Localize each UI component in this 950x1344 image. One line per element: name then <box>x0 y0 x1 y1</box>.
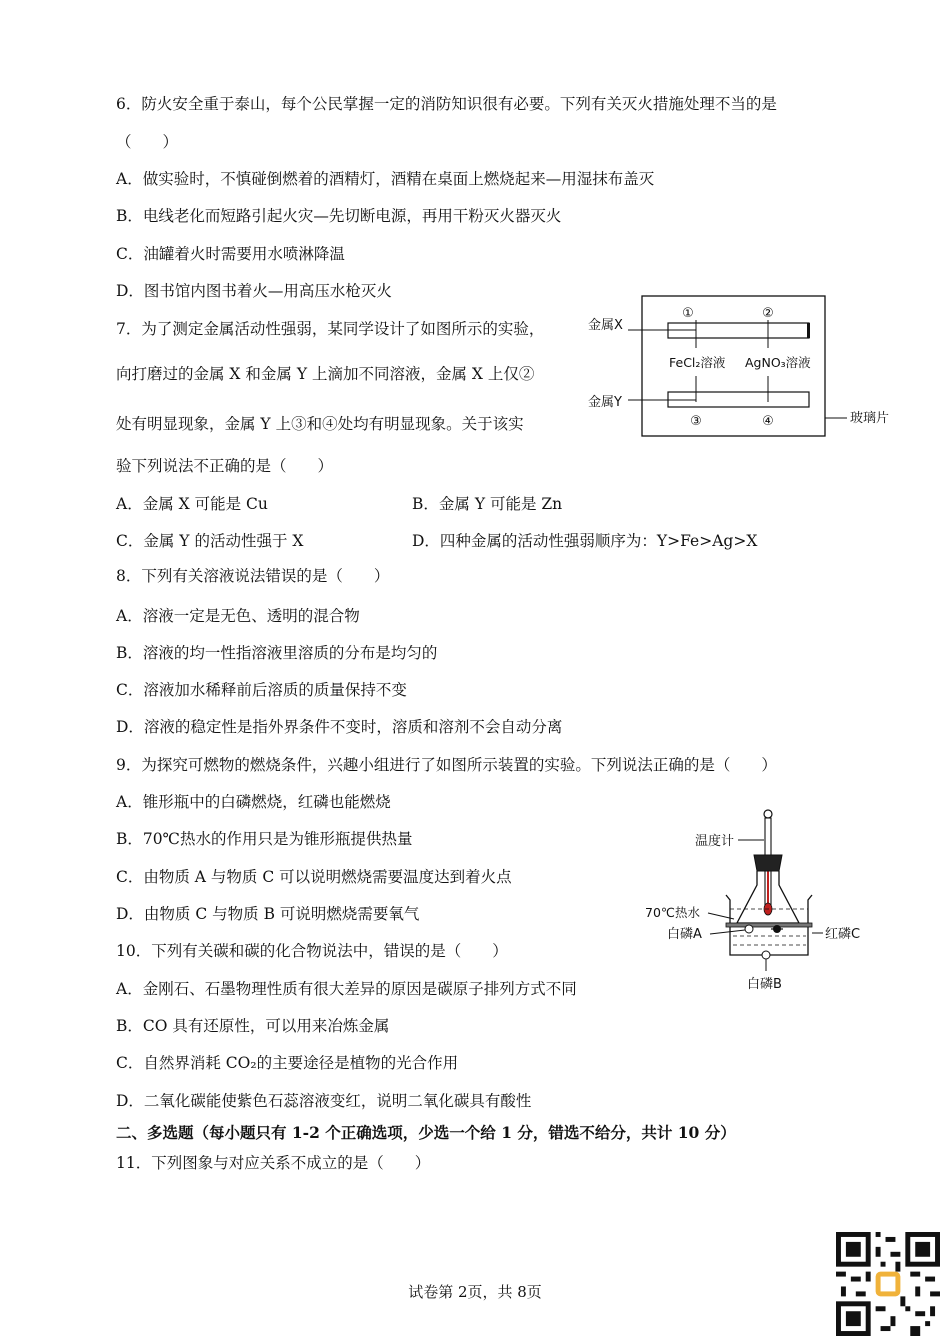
white-phosphorus-a <box>745 925 753 933</box>
q7-option-d: D．四种金属的活动性强弱顺序为：Y>Fe>Ag>X <box>412 532 758 550</box>
hot-water-label: 70℃热水 <box>645 905 700 920</box>
white-phosphorus-a-label: 白磷A <box>667 927 702 942</box>
q8-option-b: B．溶液的均一性指溶液里溶质的分布是均匀的 <box>116 644 438 662</box>
q10-option-a: A．金刚石、石墨物理性质有很大差异的原因是碳原子排列方式不同 <box>116 980 577 998</box>
white-phosphorus-b-label: 白磷B <box>747 977 782 992</box>
q7-stem-line1: 7．为了测定金属活动性强弱，某同学设计了如图所示的实验， <box>116 320 545 338</box>
label-n4: ④ <box>762 414 774 429</box>
thermometer-label: 温度计 <box>695 834 735 849</box>
section-heading: 二、多选题（每小题只有 1-2 个正确选项，少选一个给 1 分，错选不给分，共计 10 分） <box>116 1123 736 1142</box>
fecl2-label: FeCl₂溶液 <box>669 355 726 370</box>
q7-stem-line3: 处有明显现象，金属 Y 上③和④处均有明显现象。关于该实 <box>116 415 524 433</box>
red-phosphorus-c-label: 红磷C <box>825 927 861 942</box>
metal-y-label: 金属Y <box>588 395 622 410</box>
metal-x-label: 金属X <box>588 318 623 333</box>
label-n1: ① <box>682 306 694 321</box>
q9-stem: 9．为探究可燃物的燃烧条件，兴趣小组进行了如图所示装置的实验。下列说法正确的是（ ） <box>116 756 777 774</box>
q8-option-a: A．溶液一定是无色、透明的混合物 <box>116 607 360 625</box>
q8-option-c: C．溶液加水稀释前后溶质的质量保持不变 <box>116 681 407 699</box>
copper-plate <box>726 923 812 927</box>
metal-activity-diagram <box>585 292 895 447</box>
q10-option-c: C．自然界消耗 CO₂的主要途径是植物的光合作用 <box>116 1054 459 1072</box>
page-footer: 试卷第 2页，共 8页 <box>408 1283 542 1301</box>
q6-option-c: C．油罐着火时需要用水喷淋降温 <box>116 245 345 263</box>
q7-option-a: A．金属 X 可能是 Cu <box>116 495 268 513</box>
q8-option-d: D．溶液的稳定性是指外界条件不变时，溶质和溶剂不会自动分离 <box>116 718 563 736</box>
q7-stem-line4: 验下列说法不正确的是（ ） <box>116 457 334 475</box>
q10-option-b: B．CO 具有还原性，可以用来冶炼金属 <box>116 1017 390 1035</box>
q11-stem: 11．下列图象与对应关系不成立的是（ ） <box>116 1154 431 1172</box>
q9-option-a: A．锥形瓶中的白磷燃烧，红磷也能燃烧 <box>116 793 391 811</box>
label-n2: ② <box>762 306 774 321</box>
q6-option-b: B．电线老化而短路引起火灾—先切断电源，再用干粉灭火器灭火 <box>116 207 562 225</box>
q6-stem: 6．防火安全重于泰山，每个公民掌握一定的消防知识很有必要。下列有关灭火措施处理不当的是 <box>116 95 777 113</box>
q10-stem: 10．下列有关碳和碳的化合物说法中，错误的是（ ） <box>116 942 508 960</box>
q6-option-a: A．做实验时，不慎碰倒燃着的酒精灯，酒精在桌面上燃烧起来—用湿抹布盖灭 <box>116 170 655 188</box>
white-phosphorus-b <box>762 951 770 959</box>
q6-option-d: D．图书馆内图书着火—用高压水枪灭火 <box>116 282 392 300</box>
q9-option-d: D．由物质 C 与物质 B 可说明燃烧需要氧气 <box>116 905 420 923</box>
combustion-apparatus-diagram <box>640 805 880 1000</box>
q7-stem-line2: 向打磨过的金属 X 和金属 Y 上滴加不同溶液，金属 X 上仅② <box>116 365 535 383</box>
q9-option-c: C．由物质 A 与物质 C 可以说明燃烧需要温度达到着火点 <box>116 868 512 886</box>
q6-blank: （ ） <box>116 133 179 151</box>
glass-label: 玻璃片 <box>850 411 890 426</box>
agno3-label: AgNO₃溶液 <box>745 355 811 370</box>
q9-option-b: B．70℃热水的作用只是为锥形瓶提供热量 <box>116 830 413 848</box>
q7-option-b: B．金属 Y 可能是 Zn <box>412 495 563 513</box>
label-n3: ③ <box>690 414 702 429</box>
q8-stem: 8．下列有关溶液说法错误的是（ ） <box>116 567 390 585</box>
q10-option-d: D．二氧化碳能使紫色石蕊溶液变红，说明二氧化碳具有酸性 <box>116 1092 532 1110</box>
qr-code <box>836 1232 940 1336</box>
q7-option-c: C．金属 Y 的活动性强于 X <box>116 532 304 550</box>
